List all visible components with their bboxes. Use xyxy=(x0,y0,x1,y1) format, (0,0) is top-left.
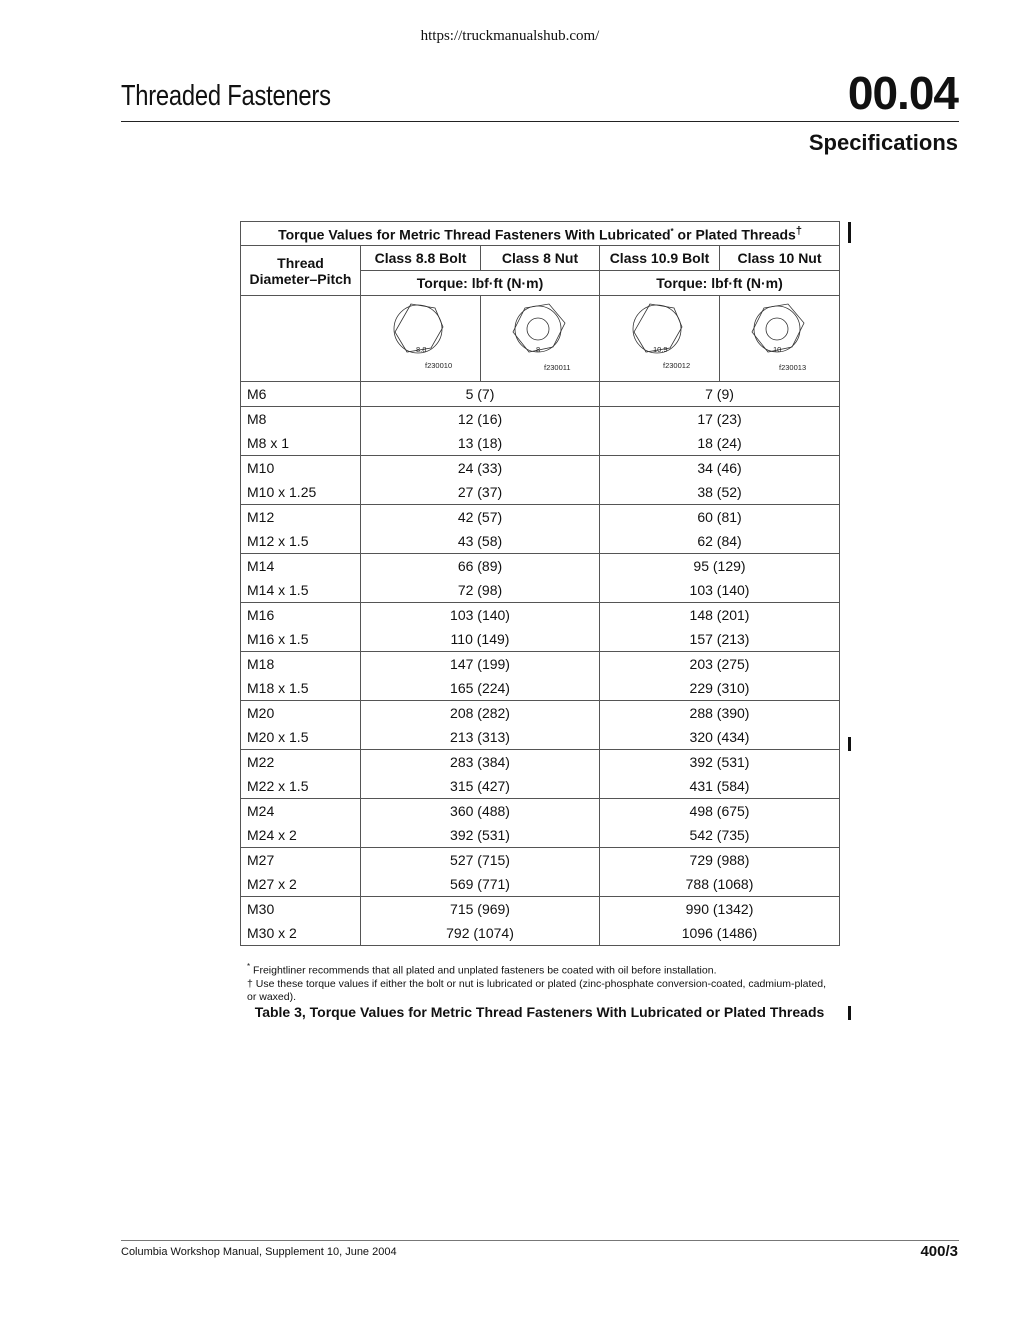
thread-size: M6 xyxy=(241,382,361,407)
change-bar xyxy=(848,737,851,751)
figure-code: f230013 xyxy=(779,363,807,372)
table-row xyxy=(241,652,840,677)
page-number: 400/3 xyxy=(920,1243,958,1260)
table-row xyxy=(241,848,840,873)
torque-class-109: 34 (46) xyxy=(600,456,840,481)
torque-class-88: 392 (531) xyxy=(361,823,600,848)
table-row xyxy=(241,872,840,897)
torque-class-88: 27 (37) xyxy=(361,480,600,505)
table-row xyxy=(241,456,840,481)
torque-class-88: 5 (7) xyxy=(361,382,600,407)
section-number: 00.04 xyxy=(847,67,958,119)
torque-class-109: 229 (310) xyxy=(600,676,840,701)
table-row xyxy=(241,407,840,432)
table-row xyxy=(241,578,840,603)
torque-class-88: 213 (313) xyxy=(361,725,600,750)
table-row xyxy=(241,554,840,579)
table-row xyxy=(241,529,840,554)
table-row xyxy=(241,431,840,456)
bolt-head-figure xyxy=(361,296,481,382)
nut-grade-mark: 10 xyxy=(773,345,782,354)
torque-class-109: 990 (1342) xyxy=(600,897,840,922)
bolt-grade-mark: 10.9 xyxy=(653,345,668,354)
bolt-head-88-icon xyxy=(361,296,481,378)
torque-class-109: 1096 (1486) xyxy=(600,921,840,946)
bolt-head-figure xyxy=(600,296,720,382)
torque-class-88: 147 (199) xyxy=(361,652,600,677)
table-caption: Table 3, Torque Values for Metric Thread Fasteners With Lubricated or Plated Threads xyxy=(254,1004,825,1020)
figure-code: f230011 xyxy=(544,363,571,372)
thread-size: M30 xyxy=(241,897,361,922)
nut-figure xyxy=(481,296,600,382)
nut-figure xyxy=(720,296,840,382)
torque-class-109: 95 (129) xyxy=(600,554,840,579)
change-bar xyxy=(848,222,851,243)
table-row xyxy=(241,701,840,726)
thread-size: M24 x 2 xyxy=(241,823,361,848)
thread-size: M22 xyxy=(241,750,361,775)
table-row xyxy=(241,897,840,922)
table-row xyxy=(241,627,840,652)
torque-class-109: 320 (434) xyxy=(600,725,840,750)
torque-class-88: 715 (969) xyxy=(361,897,600,922)
footer-manual-title: Columbia Workshop Manual, Supplement 10, June 2004 xyxy=(121,1246,397,1258)
table-row xyxy=(241,382,840,407)
thread-size: M27 x 2 xyxy=(241,872,361,897)
thread-size: M16 xyxy=(241,603,361,628)
figure-code: f230012 xyxy=(663,361,691,370)
torque-class-88: 43 (58) xyxy=(361,529,600,554)
torque-class-88: 42 (57) xyxy=(361,505,600,530)
page-title: Threaded Fasteners xyxy=(121,80,331,112)
thread-size: M8 xyxy=(241,407,361,432)
nut-grade-mark: 8 xyxy=(536,345,541,354)
class-109-bolt-header: Class 10.9 Bolt xyxy=(600,246,720,271)
thread-size: M14 x 1.5 xyxy=(241,578,361,603)
bolt-head-109-icon xyxy=(600,296,720,378)
torque-class-109: 542 (735) xyxy=(600,823,840,848)
thread-size: M27 xyxy=(241,848,361,873)
nut-10-icon xyxy=(720,296,840,378)
figure-code: f230010 xyxy=(425,361,453,370)
torque-table xyxy=(240,221,840,946)
table-row xyxy=(241,603,840,628)
torque-class-109: 60 (81) xyxy=(600,505,840,530)
thread-size: M8 x 1 xyxy=(241,431,361,456)
table-footnotes xyxy=(247,960,827,1004)
table-row xyxy=(241,799,840,824)
thread-size: M12 xyxy=(241,505,361,530)
torque-class-88: 72 (98) xyxy=(361,578,600,603)
torque-class-88: 208 (282) xyxy=(361,701,600,726)
torque-class-88: 12 (16) xyxy=(361,407,600,432)
torque-class-88: 110 (149) xyxy=(361,627,600,652)
thread-size: M30 x 2 xyxy=(241,921,361,946)
torque-class-109: 288 (390) xyxy=(600,701,840,726)
torque-class-109: 18 (24) xyxy=(600,431,840,456)
bolt-grade-mark: 8.8 xyxy=(416,345,427,354)
torque-class-109: 431 (584) xyxy=(600,774,840,799)
thread-size: M22 x 1.5 xyxy=(241,774,361,799)
thread-size: M12 x 1.5 xyxy=(241,529,361,554)
torque-class-109: 788 (1068) xyxy=(600,872,840,897)
thread-size: M10 x 1.25 xyxy=(241,480,361,505)
table-row xyxy=(241,823,840,848)
table-row xyxy=(241,505,840,530)
torque-class-109: 498 (675) xyxy=(600,799,840,824)
torque-class-109: 729 (988) xyxy=(600,848,840,873)
footnote: † Use these torque values if either the bolt or nut is lubricated or plated (zinc-phosphate conversion-coated, cadmium-plated, or waxed). xyxy=(247,977,826,1003)
torque-unit-header: Torque: lbf·ft (N·m) xyxy=(600,271,840,296)
torque-class-109: 203 (275) xyxy=(600,652,840,677)
torque-class-88: 283 (384) xyxy=(361,750,600,775)
torque-class-88: 13 (18) xyxy=(361,431,600,456)
torque-class-88: 165 (224) xyxy=(361,676,600,701)
torque-class-88: 792 (1074) xyxy=(361,921,600,946)
torque-class-109: 17 (23) xyxy=(600,407,840,432)
torque-class-88: 569 (771) xyxy=(361,872,600,897)
thread-size: M10 xyxy=(241,456,361,481)
class-8-nut-header: Class 8 Nut xyxy=(481,246,600,271)
torque-class-109: 7 (9) xyxy=(600,382,840,407)
table-row xyxy=(241,750,840,775)
thread-size: M18 xyxy=(241,652,361,677)
section-subtitle: Specifications xyxy=(808,130,958,155)
table-row xyxy=(241,676,840,701)
torque-class-109: 103 (140) xyxy=(600,578,840,603)
thread-size: M20 xyxy=(241,701,361,726)
thread-size: M20 x 1.5 xyxy=(241,725,361,750)
torque-class-109: 157 (213) xyxy=(600,627,840,652)
torque-class-88: 24 (33) xyxy=(361,456,600,481)
thread-size: M14 xyxy=(241,554,361,579)
thread-size: M16 x 1.5 xyxy=(241,627,361,652)
torque-class-109: 62 (84) xyxy=(600,529,840,554)
torque-class-88: 527 (715) xyxy=(361,848,600,873)
source-url: https://truckmanualshub.com/ xyxy=(420,28,600,44)
class-10-nut-header: Class 10 Nut xyxy=(720,246,840,271)
table-row xyxy=(241,480,840,505)
torque-class-88: 103 (140) xyxy=(361,603,600,628)
table-title: Torque Values for Metric Thread Fasteners With Lubricated* or Plated Threads† xyxy=(241,222,840,246)
torque-class-109: 38 (52) xyxy=(600,480,840,505)
thread-column-header: Thread Diameter–Pitch xyxy=(241,246,361,296)
class-88-bolt-header: Class 8.8 Bolt xyxy=(361,246,481,271)
nut-8-icon xyxy=(481,296,600,378)
thread-size: M18 x 1.5 xyxy=(241,676,361,701)
torque-class-88: 66 (89) xyxy=(361,554,600,579)
torque-class-109: 148 (201) xyxy=(600,603,840,628)
header-rule xyxy=(121,121,959,122)
torque-class-88: 315 (427) xyxy=(361,774,600,799)
change-bar xyxy=(848,1006,851,1020)
footnote: * Freightliner recommends that all plated and unplated fasteners be coated with oil before installation. xyxy=(247,962,717,977)
table-row xyxy=(241,921,840,946)
footer-rule xyxy=(121,1240,959,1241)
table-row xyxy=(241,774,840,799)
torque-unit-header: Torque: lbf·ft (N·m) xyxy=(361,271,600,296)
torque-class-88: 360 (488) xyxy=(361,799,600,824)
torque-class-109: 392 (531) xyxy=(600,750,840,775)
table-row xyxy=(241,725,840,750)
blank-cell xyxy=(241,296,361,382)
thread-size: M24 xyxy=(241,799,361,824)
